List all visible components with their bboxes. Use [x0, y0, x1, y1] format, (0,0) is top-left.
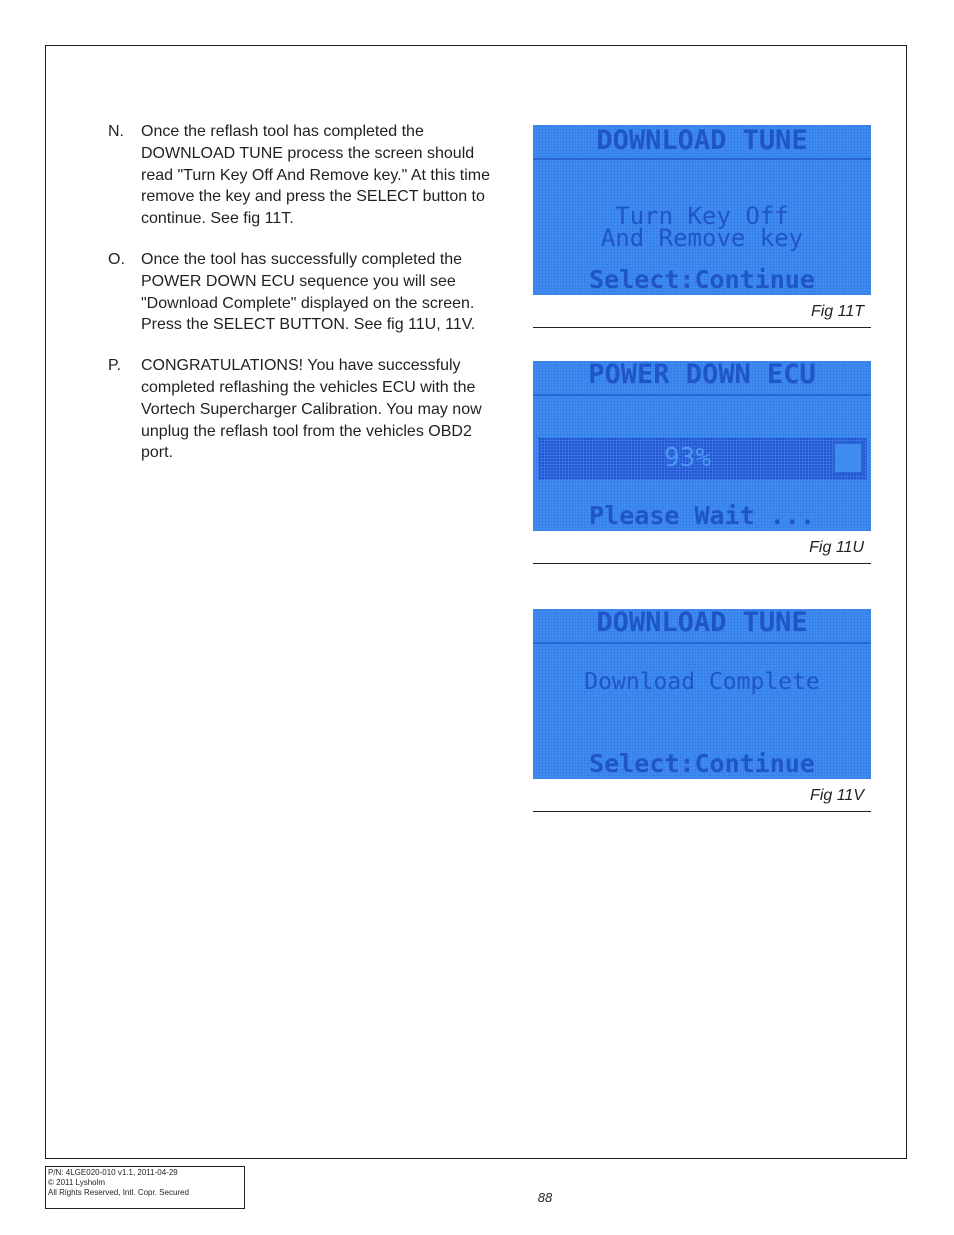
instruction-steps	[108, 121, 503, 483]
figure-11v	[533, 609, 871, 812]
step-o	[108, 249, 503, 336]
step-letter: O.	[108, 250, 125, 268]
progress-bar	[538, 438, 867, 480]
page-number: 88	[537, 1190, 553, 1205]
step-p	[108, 355, 503, 464]
step-text: Once the reflash tool has completed the DOWNLOAD TUNE process the screen should read "Turn Key Off And Remove key." At this time remove the key and press the SELECT button to continue. See fig 11T.	[141, 123, 490, 228]
step-letter: P.	[108, 357, 122, 375]
lcd-divider	[533, 642, 871, 644]
lcd-divider	[533, 394, 871, 396]
step-letter: N.	[108, 123, 124, 140]
copyright: © 2011 Lysholm	[48, 1178, 106, 1187]
lcd-divider	[533, 158, 871, 160]
step-text: CONGRATULATIONS! You have successfuly completed reflashing the vehicles ECU with the Vortech Supercharger Calibration. You may now unplug the reflash tool from the vehicles OBD2 port.	[141, 357, 482, 462]
progress-bar-remaining	[833, 442, 863, 474]
lcd-line-1: Turn Key Off	[615, 202, 789, 230]
step-n	[108, 121, 503, 230]
figure-rule	[533, 563, 871, 564]
progress-percent: 93%	[664, 443, 711, 473]
lcd-screen-11u	[533, 361, 871, 531]
lcd-header: DOWNLOAD TUNE	[596, 125, 808, 156]
figure-11u	[533, 361, 871, 564]
lcd-footer: Select:Continue	[589, 265, 815, 294]
step-text: Once the tool has successfully completed the POWER DOWN ECU sequence you will see "Download Complete" displayed on the screen. Press the SELECT BUTTON. See fig 11U, 11V.	[141, 250, 476, 334]
figure-rule	[533, 811, 871, 812]
part-number: P/N: 4LGE020-010 v1.1, 2011-04-29	[48, 1168, 178, 1177]
lcd-line-2: And Remove key	[600, 224, 804, 252]
lcd-footer: Select:Continue	[589, 749, 815, 778]
figure-caption: Fig 11V	[810, 787, 864, 804]
figure-caption: Fig 11U	[809, 539, 864, 556]
figure-rule	[533, 327, 871, 328]
lcd-line-1: Download Complete	[584, 669, 820, 695]
rights-notice: All Rights Reserved, Intl. Copr. Secured	[48, 1188, 189, 1197]
lcd-header: DOWNLOAD TUNE	[596, 609, 808, 638]
lcd-footer: Please Wait ...	[589, 501, 815, 530]
figure-11t	[533, 125, 871, 328]
document-info-box	[45, 1166, 245, 1209]
lcd-header: POWER DOWN ECU	[588, 361, 816, 390]
figure-caption: Fig 11T	[810, 303, 864, 320]
lcd-screen-11t	[533, 125, 871, 295]
lcd-screen-11v	[533, 609, 871, 779]
